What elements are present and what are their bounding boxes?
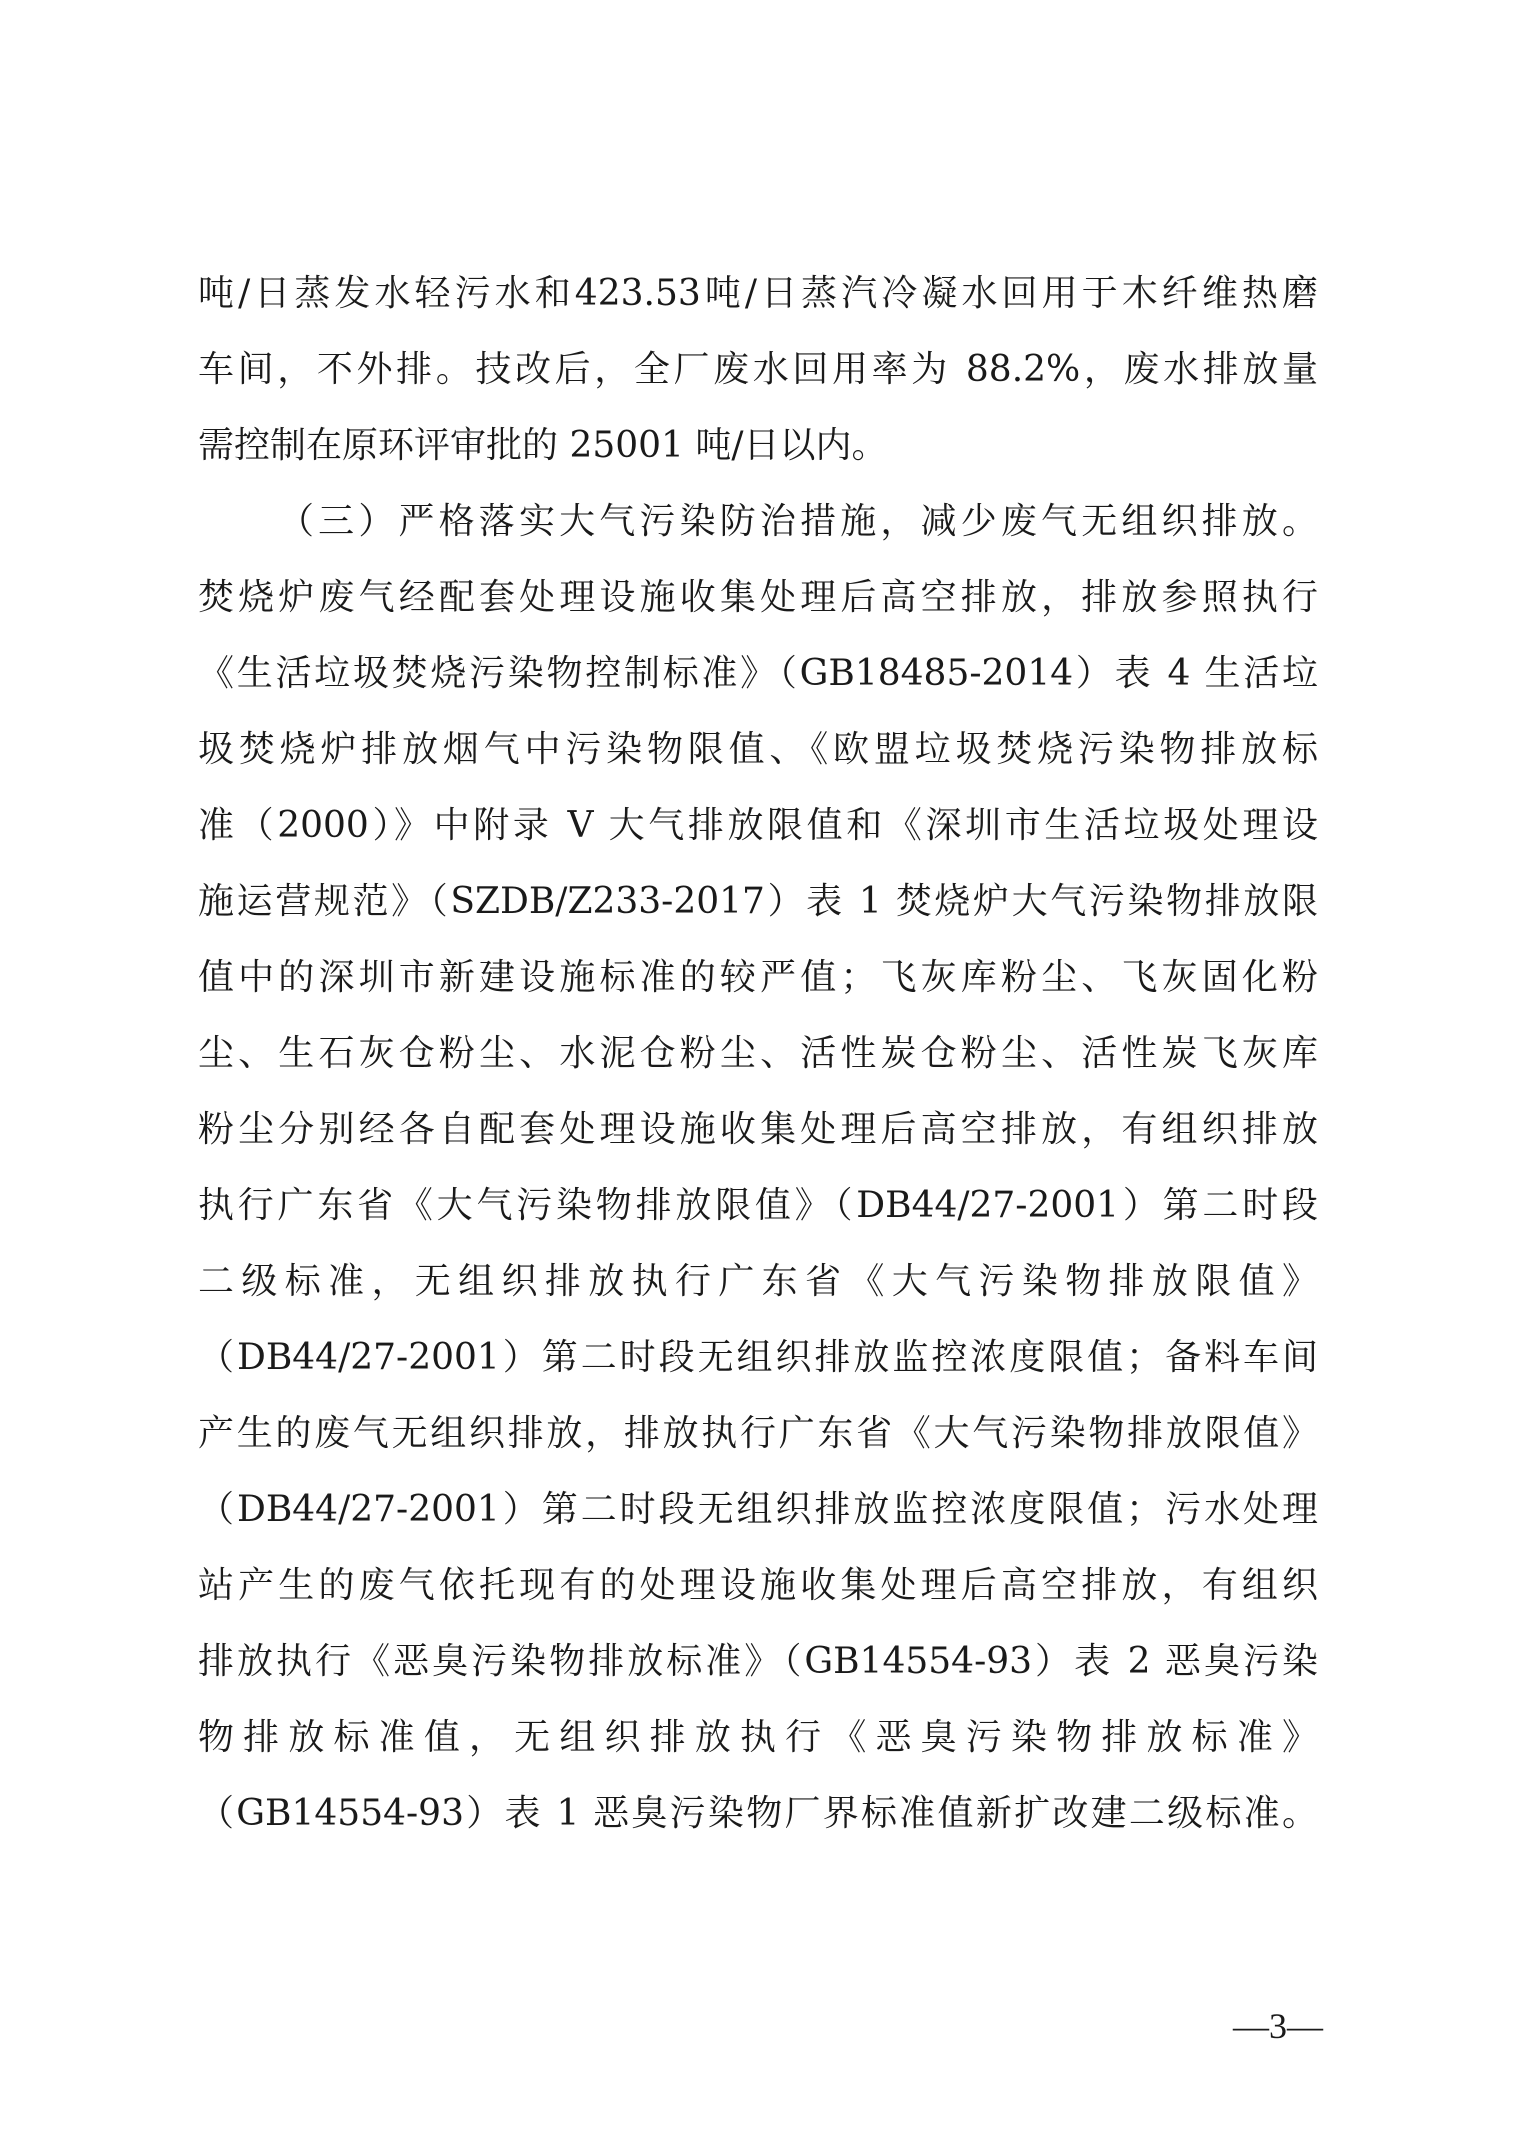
text-line: 施运营规范》（SZDB/Z233-2017）表 1 焚烧炉大气污染物排放限 bbox=[198, 881, 1318, 922]
text-line: 二级标准，无组织排放执行广东省《大气污染物排放限值》 bbox=[198, 1261, 1318, 1302]
text-line: 执行广东省《大气污染物排放限值》（DB44/27-2001）第二时段 bbox=[198, 1185, 1318, 1226]
text-line: 粉尘分别经各自配套处理设施收集处理后高空排放，有组织排放 bbox=[198, 1109, 1318, 1150]
page-number: —3— bbox=[1233, 2006, 1323, 2046]
text-line: 物排放标准值，无组织排放执行《恶臭污染物排放标准》 bbox=[198, 1717, 1318, 1758]
text-line: 尘、生石灰仓粉尘、水泥仓粉尘、活性炭仓粉尘、活性炭飞灰库 bbox=[198, 1033, 1318, 1074]
text-line: （DB44/27-2001）第二时段无组织排放监控浓度限值；备料车间 bbox=[198, 1337, 1318, 1378]
text-line: 站产生的废气依托现有的处理设施收集处理后高空排放，有组织 bbox=[198, 1565, 1318, 1606]
text-line: 产生的废气无组织排放，排放执行广东省《大气污染物排放限值》 bbox=[198, 1413, 1318, 1454]
text-line: （GB14554-93）表 1 恶臭污染物厂界标准值新扩改建二级标准。 bbox=[198, 1793, 1318, 1834]
text-line: 值中的深圳市新建设施标准的较严值；飞灰库粉尘、飞灰固化粉 bbox=[198, 957, 1318, 998]
text-line: 车间，不外排。技改后，全厂废水回用率为 88.2%，废水排放量 bbox=[198, 349, 1318, 390]
text-line: （DB44/27-2001）第二时段无组织排放监控浓度限值；污水处理 bbox=[198, 1489, 1318, 1530]
paragraph-heading-line: （三）严格落实大气污染防治措施，减少废气无组织排放。 bbox=[278, 501, 1318, 542]
text-line: 《生活垃圾焚烧污染物控制标准》（GB18485-2014）表 4 生活垃 bbox=[198, 653, 1318, 694]
text-line: 需控制在原环评审批的 25001 吨/日以内。 bbox=[198, 425, 888, 466]
text-line: 圾焚烧炉排放烟气中污染物限值、《欧盟垃圾焚烧污染物排放标 bbox=[198, 729, 1318, 770]
text-line: 焚烧炉废气经配套处理设施收集处理后高空排放，排放参照执行 bbox=[198, 577, 1318, 618]
text-line: 排放执行《恶臭污染物排放标准》（GB14554-93）表 2 恶臭污染 bbox=[198, 1641, 1318, 1682]
text-line: 吨/日蒸发水轻污水和423.53吨/日蒸汽冷凝水回用于木纤维热磨 bbox=[198, 273, 1318, 314]
text-line: 准（2000）》中附录 V 大气排放限值和《深圳市生活垃圾处理设 bbox=[198, 805, 1318, 846]
